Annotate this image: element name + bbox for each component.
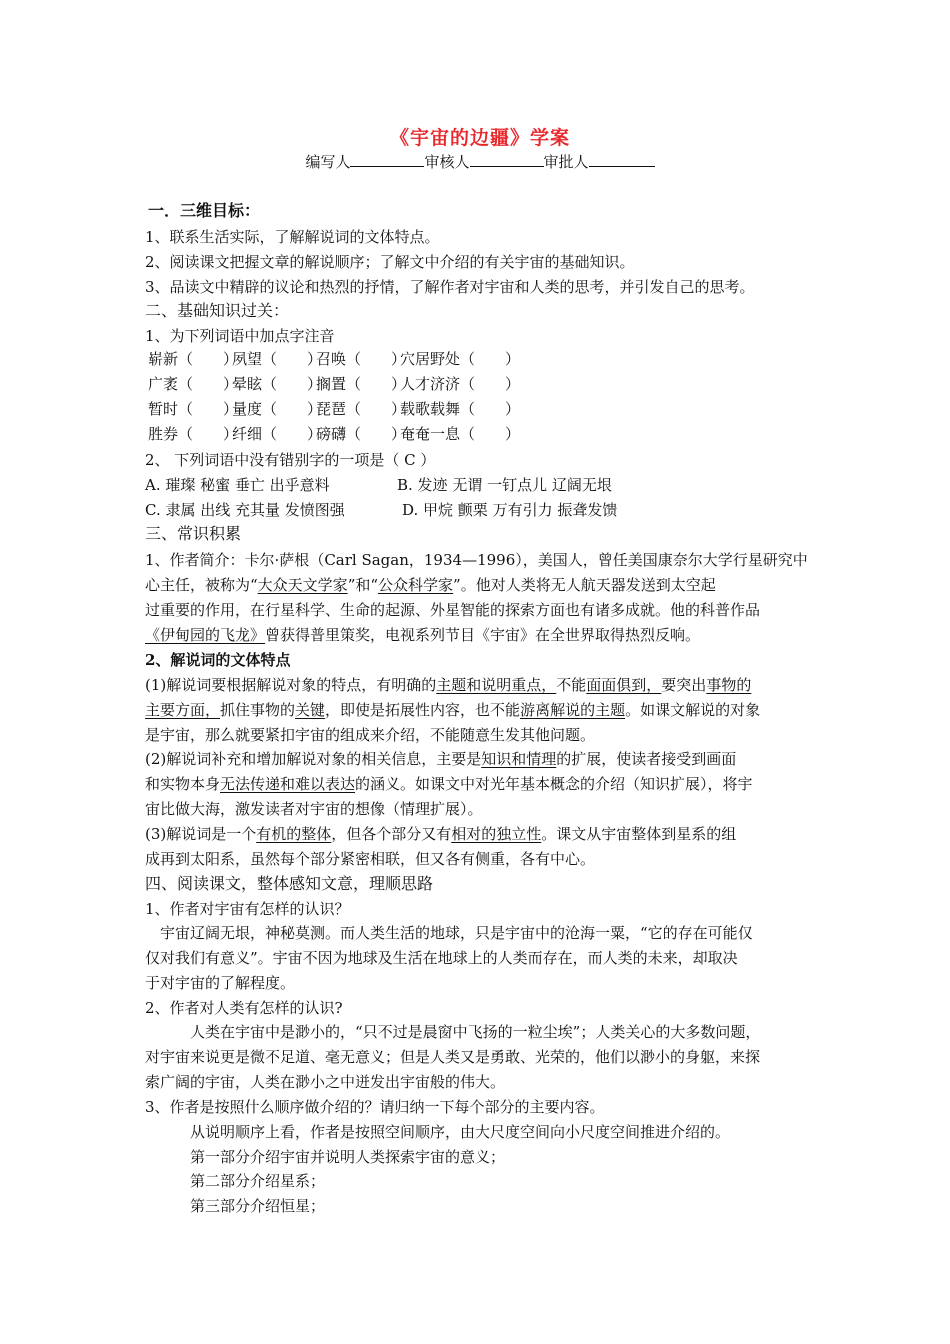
genre-1-line-1 [145, 674, 751, 696]
underlined-term: 主题和说明重点， [436, 676, 557, 694]
page-title: 《宇宙的边疆》学案 [389, 127, 570, 149]
text-run: 心主任，被称为“ [145, 576, 258, 594]
genre-2-line-2 [145, 773, 753, 795]
text-run: 和实物本身 [145, 775, 221, 793]
text-run: 不能 [556, 676, 587, 694]
text-run: ”。他对人类将无人航天器发送到太空起 [453, 576, 716, 594]
word-row-2 [148, 373, 520, 395]
reading-answer-3-line-2: 第一部分介绍宇宙并说明人类探索宇宙的意义； [145, 1148, 506, 1166]
choice-b: B. 发迹 无谓 一钉点儿 辽阔无垠 [397, 476, 612, 494]
underlined-term: 关键 [295, 701, 326, 719]
word-item: 琵琶（ ） [316, 400, 407, 418]
underlined-term: 主要方面， [145, 701, 221, 719]
genre-3-line-2: 成再到太阳系，虽然每个部分紧密相联，但又各有侧重，各有中心。 [145, 850, 596, 868]
text-run: 的扩展，使读者接受到画面 [556, 750, 737, 768]
underlined-term: 游离解说的主题 [520, 701, 626, 719]
objective-1: 1、联系生活实际，了解解说词的文体特点。 [145, 228, 440, 246]
choice-a: A. 璀璨 秘蜜 垂亡 出乎意料 [145, 476, 330, 494]
reviewer-blank[interactable] [470, 152, 544, 167]
genre-2-line-1 [145, 748, 736, 770]
text-run: 的涵义。如课文中对光年基本概念的介绍（知识扩展），将宇 [355, 775, 753, 793]
reading-question-1: 1、作者对宇宙有怎样的认识？ [145, 900, 350, 918]
underlined-term: 事物的 [706, 676, 752, 694]
word-item: 晕眩（ ） [232, 375, 323, 393]
section1-heading: 一．三维目标： [148, 201, 261, 220]
word-item: 磅礴（ ） [316, 425, 407, 443]
word-item: 穴居野处（ ） [400, 350, 521, 368]
underlined-term: 公众科学家 [378, 576, 454, 594]
text-run: 要突出 [661, 676, 707, 694]
genre-heading: 2、解说词的文体特点 [145, 651, 291, 669]
author-intro-line-4 [145, 624, 700, 646]
question-2: 2、 下列词语中没有错别字的一项是（ C ） [145, 451, 436, 469]
underlined-term: 《伊甸园的飞龙》 [145, 626, 266, 644]
text-run: ，但各个部分又有 [331, 825, 452, 843]
reading-answer-1-line-2: 仅对我们有意义”。宇宙不因为地球及生活在地球上的人类而存在，而人类的未来，却取决 [145, 949, 738, 967]
reading-answer-3-line-3: 第二部分介绍星系； [145, 1172, 326, 1190]
reading-question-2: 2、作者对人类有怎样的认识? [145, 999, 343, 1017]
text-run: ”和“ [347, 576, 379, 594]
text-run: (3)解说词是一个 [145, 825, 257, 843]
text-run: (1)解说词要根据解说对象的特点，有明确的 [145, 676, 437, 694]
word-item: 夙望（ ） [232, 350, 323, 368]
genre-3-line-1 [145, 823, 736, 845]
genre-1-line-3: 是宇宙，那么就要紧扣宇宙的组成来介绍，不能随意生发其他问题。 [145, 726, 596, 744]
underlined-term: 大众天文学家 [257, 576, 348, 594]
approver-label: 审批人 [543, 153, 589, 171]
choice-d: D. 甲烷 颤栗 万有引力 振聋发馈 [402, 501, 618, 519]
underlined-term: 知识和情理 [481, 750, 557, 768]
text-run: 曾获得普里策奖，电视系列节目《宇宙》在全世界取得热烈反响。 [265, 626, 701, 644]
question-1: 1、为下列词语中加点字注音 [145, 327, 335, 345]
word-row-4 [148, 423, 520, 445]
text-run: (2)解说词补充和增加解说对象的相关信息，主要是 [145, 750, 482, 768]
word-item: 人才济济（ ） [400, 375, 521, 393]
approver-blank[interactable] [589, 152, 655, 167]
text-run: 。如课文解说的对象 [625, 701, 761, 719]
writer-blank[interactable] [350, 152, 424, 167]
text-run: 抓住事物的 [220, 701, 296, 719]
author-intro-line-3: 过重要的作用，在行星科学、生命的起源、外星智能的探索方面也有诸多成就。他的科普作品 [145, 601, 761, 619]
text-run: 。课文从宇宙整体到星系的组 [541, 825, 737, 843]
word-item: 广袤（ ） [148, 375, 239, 393]
word-item: 召唤（ ） [316, 350, 407, 368]
word-item: 暂时（ ） [148, 400, 239, 418]
reading-answer-3-line-4: 第三部分介绍恒星； [145, 1197, 326, 1215]
reading-answer-2-line-2: 对宇宙来说更是微不足道、毫无意义；但是人类又是勇敢、光荣的，他们以渺小的身躯，来探 [145, 1048, 761, 1066]
word-item: 崭新（ ） [148, 350, 239, 368]
text-run: ，即使是拓展性内容，也不能 [325, 701, 521, 719]
author-intro-line-1: 1、作者简介：卡尔·萨根（Carl Sagan，1934—1996），美国人，曾任美国康奈尔大学行星研究中 [145, 551, 808, 569]
genre-2-line-3: 宙比做大海，激发读者对宇宙的想像（情理扩展）。 [145, 800, 483, 818]
reviewer-label: 审核人 [424, 153, 470, 171]
genre-1-line-2 [145, 699, 760, 721]
reading-answer-3-line-1: 从说明顺序上看，作者是按照空间顺序，由大尺度空间向小尺度空间推进介绍的。 [145, 1123, 731, 1141]
word-item: 纤细（ ） [232, 425, 323, 443]
underlined-term: 有机的整体 [256, 825, 332, 843]
writer-label: 编写人 [305, 153, 351, 171]
underlined-term: 无法传递和难以表达 [220, 775, 356, 793]
section2-heading: 二、基础知识过关： [145, 301, 290, 320]
underlined-term: 面面俱到， [586, 676, 662, 694]
underlined-term: 相对的独立性 [451, 825, 542, 843]
author-intro-line-2 [145, 574, 716, 596]
word-row-3 [148, 398, 520, 420]
author-line [145, 151, 815, 172]
word-item: 载歌载舞（ ） [400, 400, 521, 418]
reading-answer-2-line-3: 索广阔的宇宙，人类在渺小之中迸发出宇宙般的伟大。 [145, 1073, 506, 1091]
word-item: 搁置（ ） [316, 375, 407, 393]
section3-heading: 三、常识积累 [145, 524, 242, 543]
reading-answer-2-line-1: 人类在宇宙中是渺小的，“只不过是晨窗中飞扬的一粒尘埃”；人类关心的大多数问题， [145, 1023, 761, 1041]
word-item: 量度（ ） [232, 400, 323, 418]
reading-question-3: 3、作者是按照什么顺序做介绍的？请归纳一下每个部分的主要内容。 [145, 1098, 605, 1116]
word-item: 奄奄一息（ ） [400, 425, 521, 443]
choice-c: C. 隶属 出线 充其量 发愤图强 [145, 501, 345, 519]
word-item: 胜券（ ） [148, 425, 239, 443]
section4-heading: 四、阅读课文，整体感知文意，理顺思路 [145, 874, 434, 893]
word-row-1 [148, 348, 520, 370]
reading-answer-1-line-1: 宇宙辽阔无垠，神秘莫测。而人类生活的地球，只是宇宙中的沧海一粟，“它的存在可能仅 [145, 924, 753, 942]
objective-3: 3、品读文中精辟的议论和热烈的抒情，了解作者对宇宙和人类的思考，并引发自己的思考。 [145, 278, 755, 296]
reading-answer-1-line-3: 于对宇宙的了解程度。 [145, 974, 296, 992]
objective-2: 2、阅读课文把握文章的解说顺序；了解文中介绍的有关宇宙的基础知识。 [145, 253, 635, 271]
